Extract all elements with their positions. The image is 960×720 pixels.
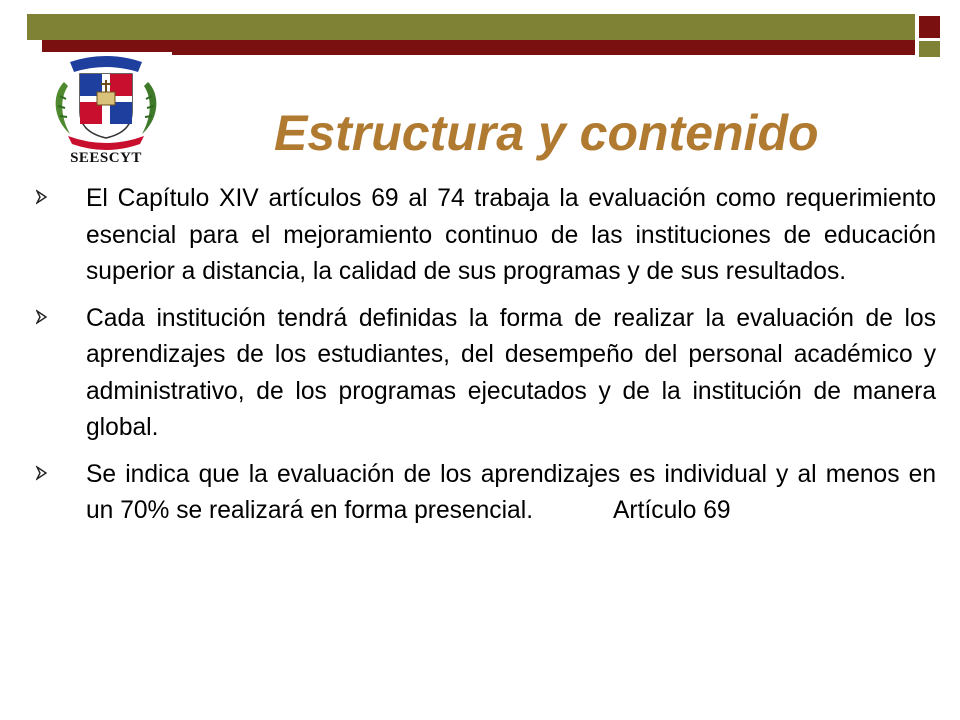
top-bar-olive <box>27 14 915 40</box>
corner-square-olive <box>919 41 940 57</box>
coat-of-arms-icon <box>46 52 166 152</box>
corner-square-maroon <box>919 16 940 38</box>
bullet-item <box>36 457 936 530</box>
bullet-list <box>36 181 936 540</box>
logo-text: SEESCYT <box>70 150 142 166</box>
seescyt-logo <box>40 52 172 172</box>
article-reference: Artículo 69 <box>613 497 731 524</box>
top-bar-maroon <box>42 40 915 55</box>
arrowhead-bullet-icon <box>36 189 48 205</box>
bullet-text: Cada institución tendrá definidas la forma de realizar la evaluación de los aprendizajes de los estudiantes, del desempeño del personal académico y administrativo, de los programas ejecutados y de la institución de manera global. <box>86 304 936 441</box>
arrowhead-bullet-icon <box>36 465 48 481</box>
bullet-text: El Capítulo XIV artículos 69 al 74 trabaja la evaluación como requerimiento esencial para el mejoramiento continuo de las instituciones de educación superior a distancia, la calidad de sus programas y de sus resultados. <box>86 185 936 285</box>
bullet-item <box>36 181 936 291</box>
bullet-text <box>86 457 936 530</box>
arrowhead-bullet-icon <box>36 309 48 325</box>
bullet-text-body: Se indica que la evaluación de los aprendizajes es individual y al menos en un 70% se realizará en forma presencial. <box>86 460 936 524</box>
slide-title: Estructura y contenido <box>274 105 819 161</box>
bullet-item <box>36 301 936 447</box>
